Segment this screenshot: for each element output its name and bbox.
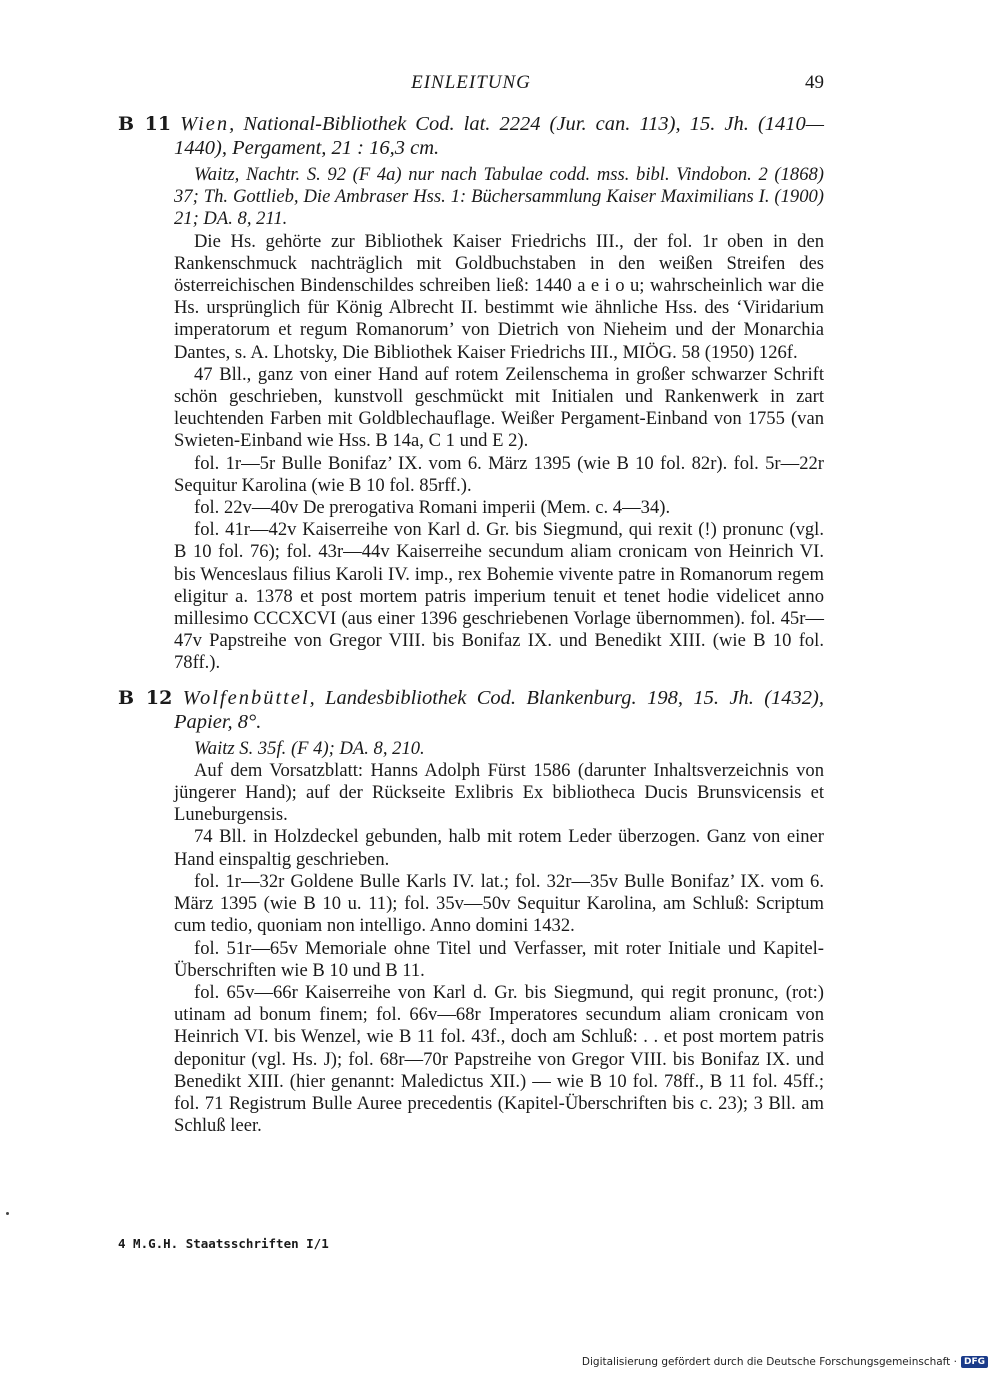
entry-siglum: B 12: [118, 686, 173, 709]
entry-paragraph: fol. 1r—5r Bulle Bonifaz’ IX. vom 6. März 1395 (wie B 10 fol. 82r). fol. 5r—22r Sequitur Karolina (wie B 10 fol. 85rff.).: [174, 452, 824, 496]
scan-speck: [6, 1212, 9, 1215]
entry-paragraph: fol. 65v—66r Kaiserreihe von Karl d. Gr. bis Siegmund, qui regit pronunc, (rot:) utinam ad bonum finem; fol. 66v—68r Imperatores secundum aliam cronicam von Heinrich VI. bis Wenzel, wie B 11 fol. 43f., doch am Schluß: . . et post mortem patris deponitur (vgl. Hs. J); fol. 68r—70r Papstreihe von Gregor VIII. bis Bonifaz IX. und Benedikt XIII. (hier genannt: Maledictus XII.) — wie B 10 fol. 78ff., B 11 fol. 45ff.; fol. 71 Registrum Bulle Auree precedentis (Kapitel-Überschriften bis c. 23); 3 Bll. am Schluß leer.: [174, 981, 824, 1137]
entry-heading-text: , Landesbibliothek Cod. Blankenburg. 198, 15. Jh. (1432), Papier, 8°.: [174, 686, 824, 733]
entry-paragraph: Auf dem Vorsatzblatt: Hanns Adolph Fürst 1586 (darunter Inhaltsverzeichnis von jüngerer Hand); auf der Rückseite Exlibris Ex bibliotheca Ducis Brunsvicensis et Luneburgensis.: [174, 759, 824, 826]
main-text: [118, 112, 824, 1148]
entry-paragraph: Waitz S. 35f. (F 4); DA. 8, 210.: [194, 737, 425, 759]
entry-paragraph: fol. 41r—42v Kaiserreihe von Karl d. Gr. bis Siegmund, qui rexit (!) pronunc (vgl. B 10 fol. 76); fol. 43r—44v Kaiserreihe secundum aliam cronicam von Heinrich VI. bis Wenceslaus filius Karoli IV. imp., rex Bohemie vivente patre in Romanorum regem eligitur a. 1378 et post mortem patris imperium tenuit et tenet hodie videlicet anno millesimo CCCXCVI (aus einer 1396 geschriebenen Vorlage übernommen). fol. 45r—47v Papstreihe von Gregor VIII. bis Bonifaz IX. und Benedikt XIII. (wie B 10 fol. 78ff.).: [174, 519, 824, 674]
entry-place: Wien: [180, 113, 230, 135]
manuscript-entry-b11: [118, 112, 824, 675]
running-header: [118, 72, 824, 98]
manuscript-entry-b12: [118, 686, 824, 1138]
digitization-footer: [582, 1356, 988, 1368]
footer-text: Digitalisierung gefördert durch die Deutsche Forschungsgemeinschaft ·: [581, 1356, 957, 1368]
page-number: 49: [805, 72, 824, 93]
entry-paragraph: Die Hs. gehörte zur Bibliothek Kaiser Friedrichs III., der fol. 1r oben in den Rankenschmuck nachträglich mit Goldbuchstaben in den weißen Streifen des österreichischen Bindenschildes schreiben ließ: 1440 a e i o u; wahrscheinlich war die Hs. ursprünglich für König Albrecht II. bestimmt wie ähnliche Hss. des ‘Viridarium imperatorum et regum Romanorum’ von Dietrich von Nieheim und der Monarchia Dantes, s. A. Lhotsky, Die Bibliothek Kaiser Friedrichs III., MIÖG. 58 (1950) 126f.: [174, 230, 824, 363]
entry-paragraph: 47 Bll., ganz von einer Hand auf rotem Zeilenschema in großer schwarzer Schrift schön geschrieben, kunstvoll geschmückt mit Initialen und Rankenwerk in zart leuchtenden Farben mit Goldblechauflage. Weißer Pergament-Einband von 1755 (van Swieten-Einband wie Hss. B 14a, C 1 und E 2).: [174, 363, 824, 452]
entry-heading-text: , National-Bibliothek Cod. lat. 2224 (Jur. can. 113), 15. Jh. (1410—1440), Pergament, 21 : 16,3 cm.: [174, 113, 825, 159]
running-title: EINLEITUNG: [411, 72, 531, 93]
entry-paragraph: 74 Bll. in Holzdeckel gebunden, halb mit rotem Leder überzogen. Ganz von einer Hand einspaltig geschrieben.: [174, 826, 824, 870]
dfg-logo-icon: DFG: [961, 1356, 988, 1368]
entry-place: Wolfenbüttel: [182, 686, 310, 709]
entry-paragraph: fol. 51r—65v Memoriale ohne Titel und Verfasser, mit roter Initiale und Kapitel-Überschriften wie B 10 und B 11.: [174, 937, 824, 981]
entry-siglum: B 11: [118, 113, 172, 135]
entry-paragraph: fol. 22v—40v De prerogativa Romani imperii (Mem. c. 4—34).: [194, 497, 671, 519]
entry-paragraph: fol. 1r—32r Goldene Bulle Karls IV. lat.; fol. 32r—35v Bulle Bonifaz’ IX. vom 6. März 1395 (wie B 10 u. 11); fol. 35v—50v Sequitur Karolina, am Schluß: Scriptum cum tedio, quoniam non intelligo. Anno domini 1432.: [174, 870, 824, 937]
entry-heading: [118, 112, 824, 160]
entry-paragraph: Waitz, Nachtr. S. 92 (F 4a) nur nach Tabulae codd. mss. bibl. Vindobon. 2 (1868) 37; Th. Gottlieb, Die Ambraser Hss. 1: Büchersammlung Kaiser Maximilians I. (1900) 21; DA. 8, 211.: [174, 164, 824, 230]
entry-heading: [118, 686, 824, 734]
printer-signature: 4 M.G.H. Staatsschriften I/1: [118, 1236, 329, 1251]
